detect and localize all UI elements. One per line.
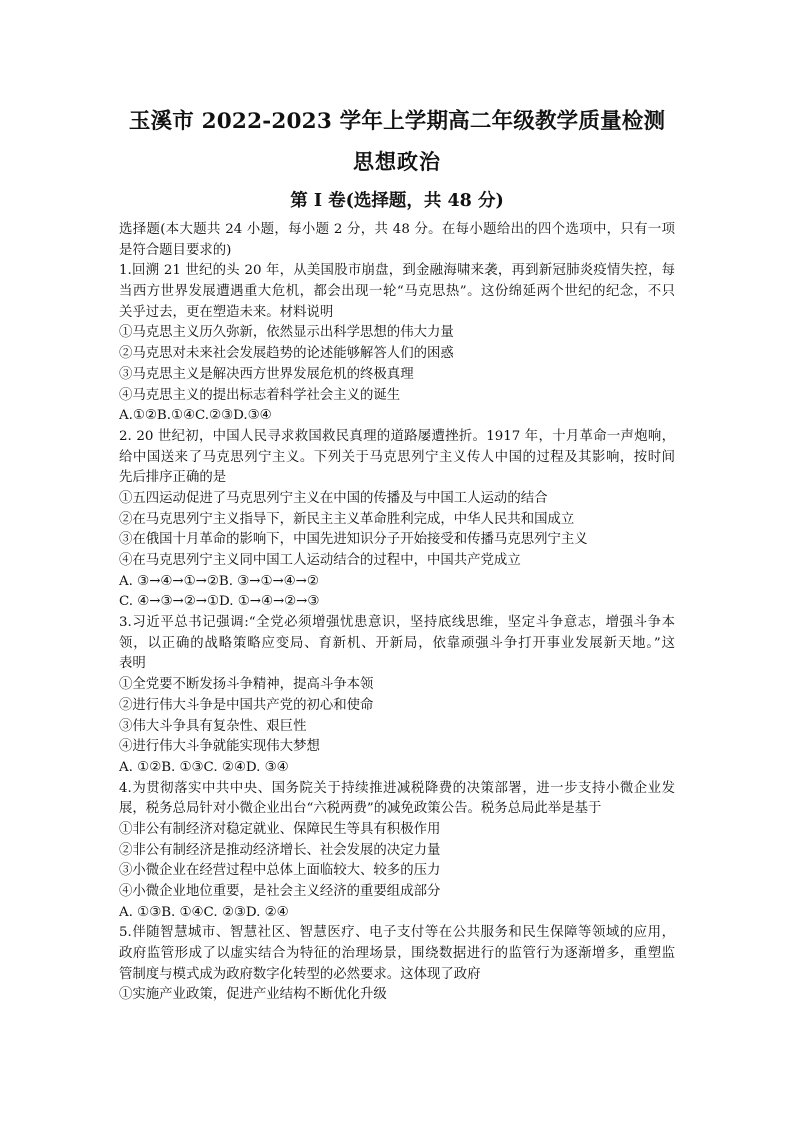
text-line: ④小微企业地位重要，是社会主义经济的重要组成部分	[119, 884, 441, 899]
text-line: A. ①③B. ①④C. ②③D. ②④	[119, 904, 289, 920]
text-line: ③伟大斗争具有复杂性、艰巨性	[119, 718, 307, 734]
text-line: 先后排序正确的是	[119, 470, 227, 486]
text-line: 政府监管形成了以虚实结合为特征的治理场景，围绕数据进行的监管行为逐渐增多，重塑监	[119, 946, 675, 962]
text-line: A. ①②B. ①③C. ②④D. ③④	[119, 759, 289, 775]
exam-title: 玉溪市 2022-2023 学年上学期高二年级教学质量检测	[128, 109, 666, 134]
text-line: 当西方世界发展遭遇重大危机，都会出现一轮“马克思热”。这份绵延两个世纪的纪念，不只	[119, 284, 675, 300]
text-line: ②马克思对未来社会发展趋势的论述能够解答人们的困惑	[119, 346, 454, 362]
text-line: 领，以正确的战略策略应变局、育新机、开新局，依靠顽强斗争打开事业发展新天地。”这	[119, 635, 675, 651]
text-line: ③小微企业在经营过程中总体上面临较大、较多的压力	[119, 863, 441, 879]
text-line: ③马克思主义是解决西方世界发展危机的终极真理	[119, 366, 414, 382]
subject-title: 思想政治	[353, 149, 441, 174]
text-line: 选择题(本大题共 24 小题，每小题 2 分，共 48 分。在每小题给出的四个选项中，只有一项	[119, 222, 675, 237]
text-line: ②非公有制经济是推动经济增长、社会发展的决定力量	[119, 842, 441, 858]
text-line: 4.为贯彻落实中共中央、国务院关于持续推进减税降费的决策部署，进一步支持小微企业发	[119, 780, 675, 796]
text-line: ③在俄国十月革命的影响下，中国先进知识分子开始接受和传播马克思列宁主义	[119, 532, 588, 548]
text-line: C. ④→③→②→①D. ①→④→②→③	[119, 594, 320, 610]
text-line: ④在马克思列宁主义同中国工人运动结合的过程中，中国共产党成立	[119, 553, 521, 568]
text-line: 给中国送来了马克思列宁主义。下列关于马克思列宁主义传人中国的过程及其影响，按时间	[119, 449, 675, 465]
text-line: ①五四运动促进了马克思列宁主义在中国的传播及与中国工人运动的结合	[119, 490, 548, 506]
text-line: 3.习近平总书记强调:“全党必须增强忧患意识，坚持底线思维，坚定斗争意志，增强斗争本	[119, 615, 675, 631]
text-line: 是符合题目要求的)	[119, 242, 232, 258]
text-line: ②在马克思列宁主义指导下，新民主主义革命胜利完成，中华人民共和国成立	[119, 511, 575, 527]
text-line: ①全党要不断发扬斗争精神，提高斗争本领	[119, 677, 374, 693]
text-line: 5.伴随智慧城市、智慧社区、智慧医疗、电子支付等在公共服务和民生保障等领域的应用，	[119, 925, 675, 941]
text-line: 2. 20 世纪初，中国人民寻求救国救民真理的道路屡遭挫折。1917 年，十月革命一声炮响，	[119, 428, 675, 444]
text-line: 展，税务总局针对小微企业出台“六税两费”的减免政策公告。税务总局此举是基于	[119, 801, 602, 817]
text-line: A. ③→④→①→②B. ③→①→④→②	[119, 573, 319, 589]
text-line: ④马克思主义的提出标志着科学社会主义的诞生	[119, 387, 401, 403]
text-line: ④进行伟大斗争就能实现伟大梦想	[119, 739, 320, 755]
text-line: ①马克思主义历久弥新，依然显示出科学思想的伟大力量	[119, 325, 454, 341]
text-line: ①非公有制经济对稳定就业、保障民生等具有积极作用	[119, 821, 441, 837]
text-line: A.①②B.①④C.②③D.③④	[119, 408, 272, 424]
text-line: 表明	[119, 656, 146, 672]
text-line: 关乎过去，更在塑造未来。材料说明	[119, 304, 334, 320]
question-body	[119, 220, 675, 1006]
text-line: ①实施产业政策，促进产业结构不断优化升级	[119, 987, 387, 1003]
text-line: 1.回溯 21 世纪的头 20 年，从美国股市崩盘，到金融海啸来袭，再到新冠肺炎疫情失控，每	[119, 263, 675, 279]
text-line: ②进行伟大斗争是中国共产党的初心和使命	[119, 697, 374, 713]
section-heading: 第 I 卷(选择题，共 48 分)	[290, 191, 504, 211]
text-line: 管制度与模式成为政府数字化转型的必然要求。这体现了政府	[119, 966, 481, 982]
